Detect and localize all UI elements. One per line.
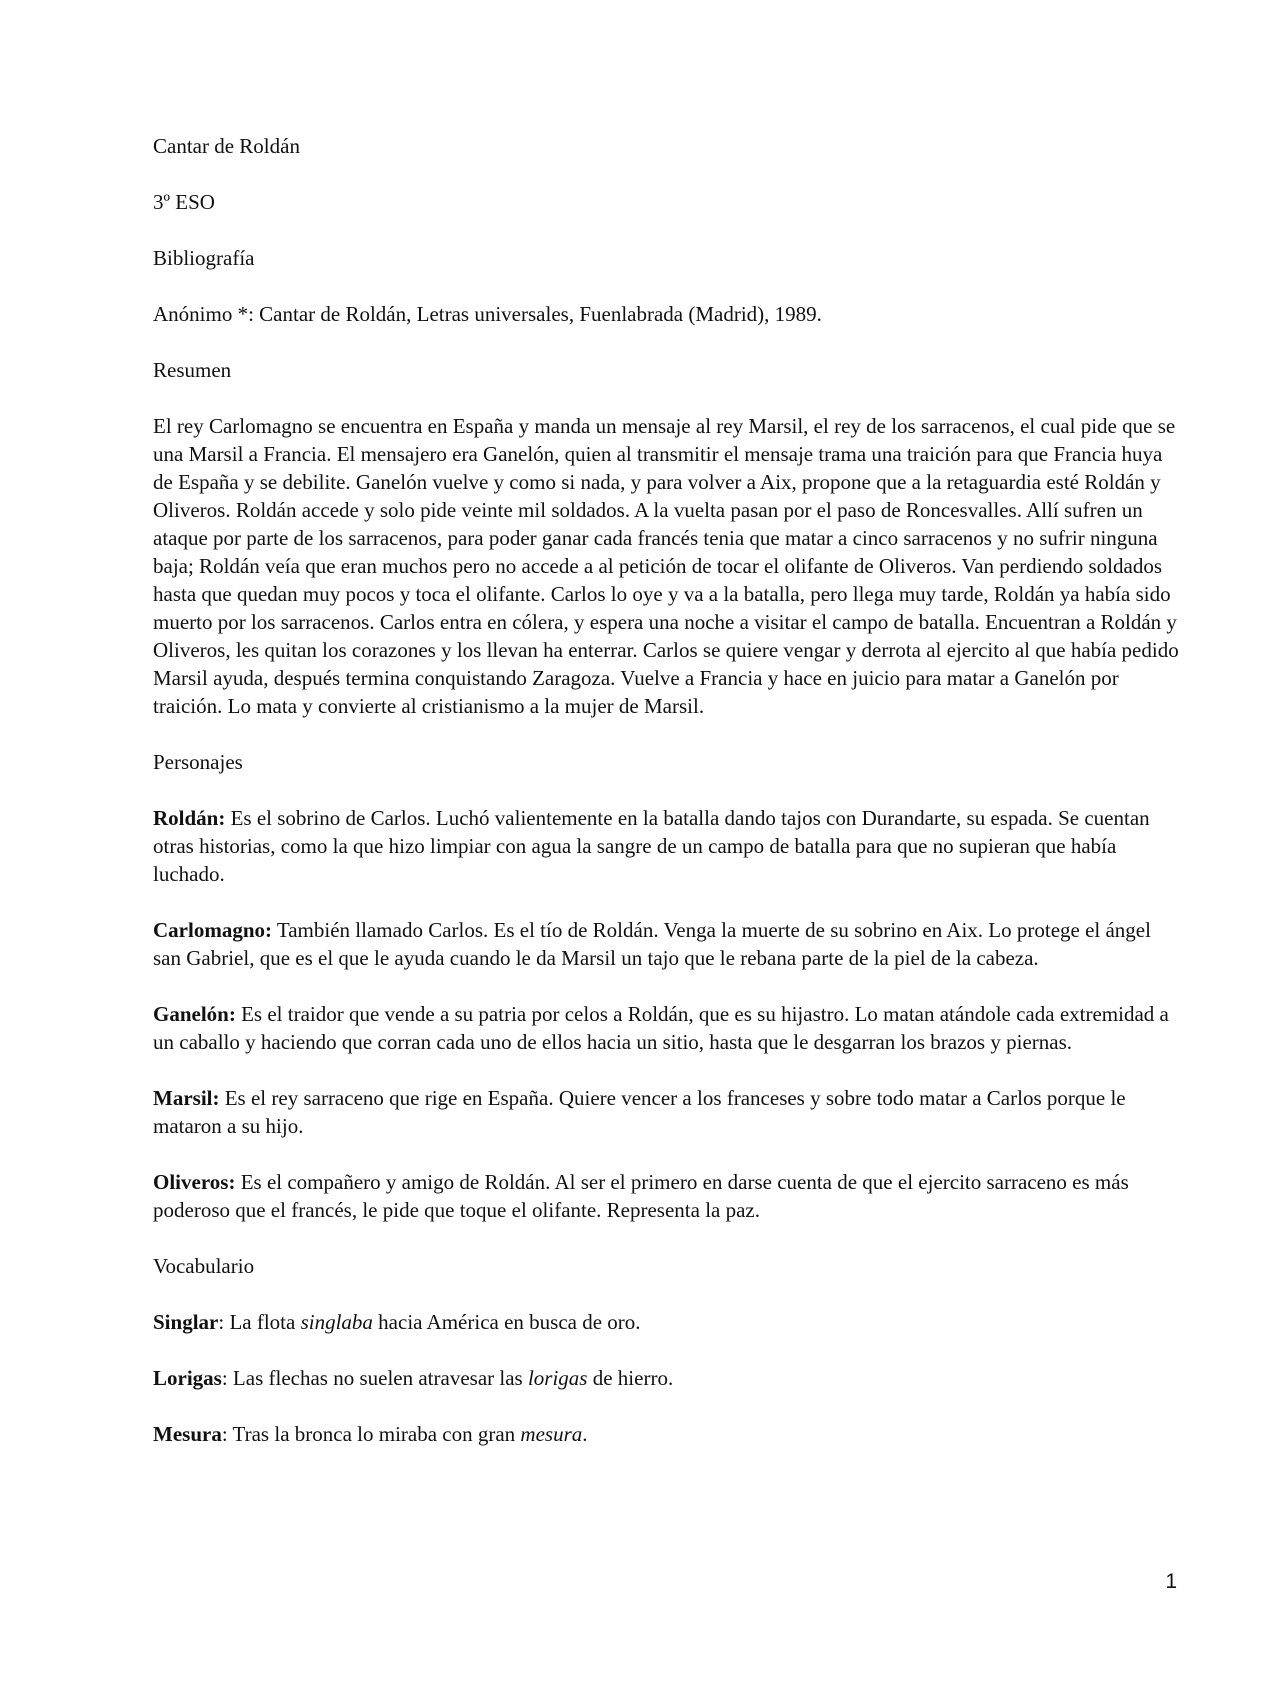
character-name: Roldán:	[153, 806, 226, 830]
character-name: Oliveros:	[153, 1170, 236, 1194]
vocabulary-entry	[153, 1420, 1183, 1448]
course-label: 3º ESO	[153, 190, 215, 214]
document-body	[153, 132, 1183, 1476]
summary-text: El rey Carlomagno se encuentra en España y manda un mensaje al rey Marsil, el rey de los sarracenos, el cual pide que se una Marsil a Francia. El mensajero era Ganelón, quien al transmitir el mensaje trama una traición para que Francia huya de España y se debilite. Ganelón vuelve y como si nada, y para volver a Aix, propone que a la retaguardia esté Roldán y Oliveros. Roldán accede y solo pide veinte mil soldados. A la vuelta pasan por el paso de Roncesvalles. Allí sufren un ataque por parte de los sarracenos, para poder ganar cada francés tenia que matar a cinco sarracenos y no sufrir ninguna baja; Roldán veía que eran muchos pero no accede a al petición de tocar el olifante de Oliveros. Van perdiendo soldados hasta que quedan muy pocos y toca el olifante. Carlos lo oye y va a la batalla, pero llega muy tarde, Roldán ya había sido muerto por los sarracenos. Carlos entra en cólera, y espera una noche a visitar el campo de batalla. Encuentran a Roldán y Oliveros, les quitan los corazones y los llevan ha enterrar. Carlos se quiere vengar y derrota al ejercito al que había pedido Marsil ayuda, después termina conquistando Zaragoza. Vuelve a Francia y hace en juicio para matar a Ganelón por traición. Lo mata y convierte al cristianismo a la mujer de Marsil.	[153, 414, 1179, 718]
vocabulary-example-word: lorigas	[527, 1366, 588, 1390]
character-entry	[153, 916, 1183, 972]
character-entry	[153, 1000, 1183, 1056]
vocabulary-example-end: .	[582, 1422, 588, 1446]
vocabulary-example-start: : Tras la bronca lo miraba con gran	[221, 1422, 521, 1446]
bibliography-entry: Anónimo *: Cantar de Roldán, Letras universales, Fuenlabrada (Madrid), 1989.	[153, 302, 822, 326]
vocabulary-example-start: : Las flechas no suelen atravesar las	[221, 1366, 528, 1390]
vocabulary-heading: Vocabulario	[153, 1254, 255, 1278]
document-title: Cantar de Roldán	[153, 134, 300, 158]
bibliography-heading: Bibliografía	[153, 246, 255, 270]
vocabulary-example-end: de hierro.	[587, 1366, 674, 1390]
vocabulary-term: Singlar	[153, 1310, 219, 1334]
page-number: 1	[1165, 1570, 1177, 1593]
character-description: También llamado Carlos. Es el tío de Roldán. Venga la muerte de su sobrino en Aix. Lo protege el ángel san Gabriel, que es el que le ayuda cuando le da Marsil un tajo que le rebana parte de la piel de la cabeza.	[153, 918, 1151, 970]
vocabulary-example-word: mesura	[520, 1422, 583, 1446]
vocabulary-term: Mesura	[153, 1422, 222, 1446]
character-name: Ganelón:	[153, 1002, 236, 1026]
character-description: Es el rey sarraceno que rige en España. Quiere vencer a los franceses y sobre todo matar a Carlos porque le mataron a su hijo.	[153, 1086, 1126, 1138]
characters-heading: Personajes	[153, 750, 243, 774]
vocabulary-example-start: : La flota	[218, 1310, 301, 1334]
vocabulary-term: Lorigas	[153, 1366, 222, 1390]
character-entry	[153, 804, 1183, 888]
vocabulary-entry	[153, 1308, 1183, 1336]
vocabulary-entry	[153, 1364, 1183, 1392]
character-entry	[153, 1084, 1183, 1140]
character-description: Es el sobrino de Carlos. Luchó valientemente en la batalla dando tajos con Durandarte, su espada. Se cuentan otras historias, como la que hizo limpiar con agua la sangre de un campo de batalla para que no supieran que había luchado.	[153, 806, 1150, 886]
character-entry	[153, 1168, 1183, 1224]
vocabulary-example-word: singlaba	[300, 1310, 373, 1334]
summary-heading: Resumen	[153, 358, 232, 382]
character-name: Marsil:	[153, 1086, 220, 1110]
character-name: Carlomagno:	[153, 918, 272, 942]
character-description: Es el compañero y amigo de Roldán. Al ser el primero en darse cuenta de que el ejercito sarraceno es más poderoso que el francés, le pide que toque el olifante. Representa la paz.	[153, 1170, 1129, 1222]
vocabulary-example-end: hacia América en busca de oro.	[372, 1310, 641, 1334]
character-description: Es el traidor que vende a su patria por celos a Roldán, que es su hijastro. Lo matan atándole cada extremidad a un caballo y haciendo que corran cada uno de ellos hacia un sitio, hasta que le desgarran los brazos y piernas.	[153, 1002, 1169, 1054]
